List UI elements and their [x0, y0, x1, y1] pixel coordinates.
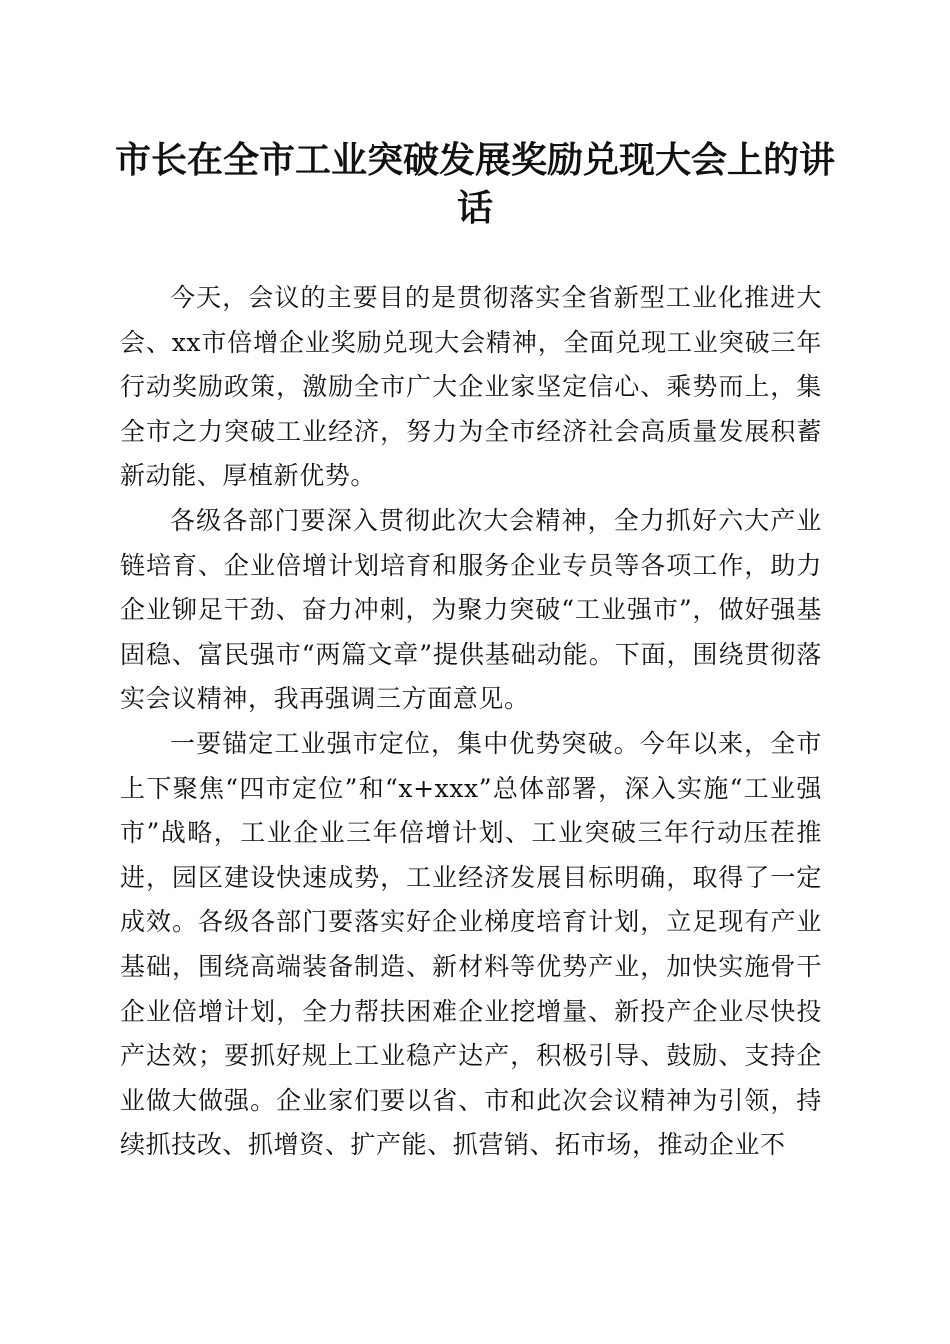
document-title: 市长在全市工业突破发展奖励兑现大会上的讲话 — [114, 139, 835, 229]
paragraph: 各级各部门要深入贯彻此次大会精神，全力抓好六大产业链培育、企业倍增计划培育和服务企业专员等各项工作，助力企业铆足干劲、奋力冲刺，为聚力突破“工业强市”，做好强基固稳、富民强市“两篇文章”提供基础动能。下面，围绕贯彻落实会议精神，我再强调三方面意见。 — [120, 505, 822, 714]
document-body — [120, 276, 822, 1168]
paragraph: 一要锚定工业强市定位，集中优势突破。今年以来，全市上下聚焦“四市定位”和“x+xxx”总体部署，深入实施“工业强市”战略，工业企业三年倍增计划、工业突破三年行动压茬推进，园区建设快速成势，工业经济发展目标明确，取得了一定成效。各级各部门要落实好企业梯度培育计划，立足现有产业基础，围绕高端装备制造、新材料等优势产业，加快实施骨干企业倍增计划，全力帮扶困难企业挖增量、新投产企业尽快投产达效；要抓好规上工业稳产达产，积极引导、鼓励、支持企业做大做强。企业家们要以省、市和此次会议精神为引领，持续抓技改、抓增资、扩产能、抓营销、拓市场，推动企业不 — [120, 728, 822, 1160]
paragraph: 今天，会议的主要目的是贯彻落实全省新型工业化推进大会、xx市倍增企业奖励兑现大会精神，全面兑现工业突破三年行动奖励政策，激励全市广大企业家坚定信心、乘势而上，集全市之力突破工业经济，努力为全市经济社会高质量发展积蓄新动能、厚植新优势。 — [120, 283, 822, 491]
